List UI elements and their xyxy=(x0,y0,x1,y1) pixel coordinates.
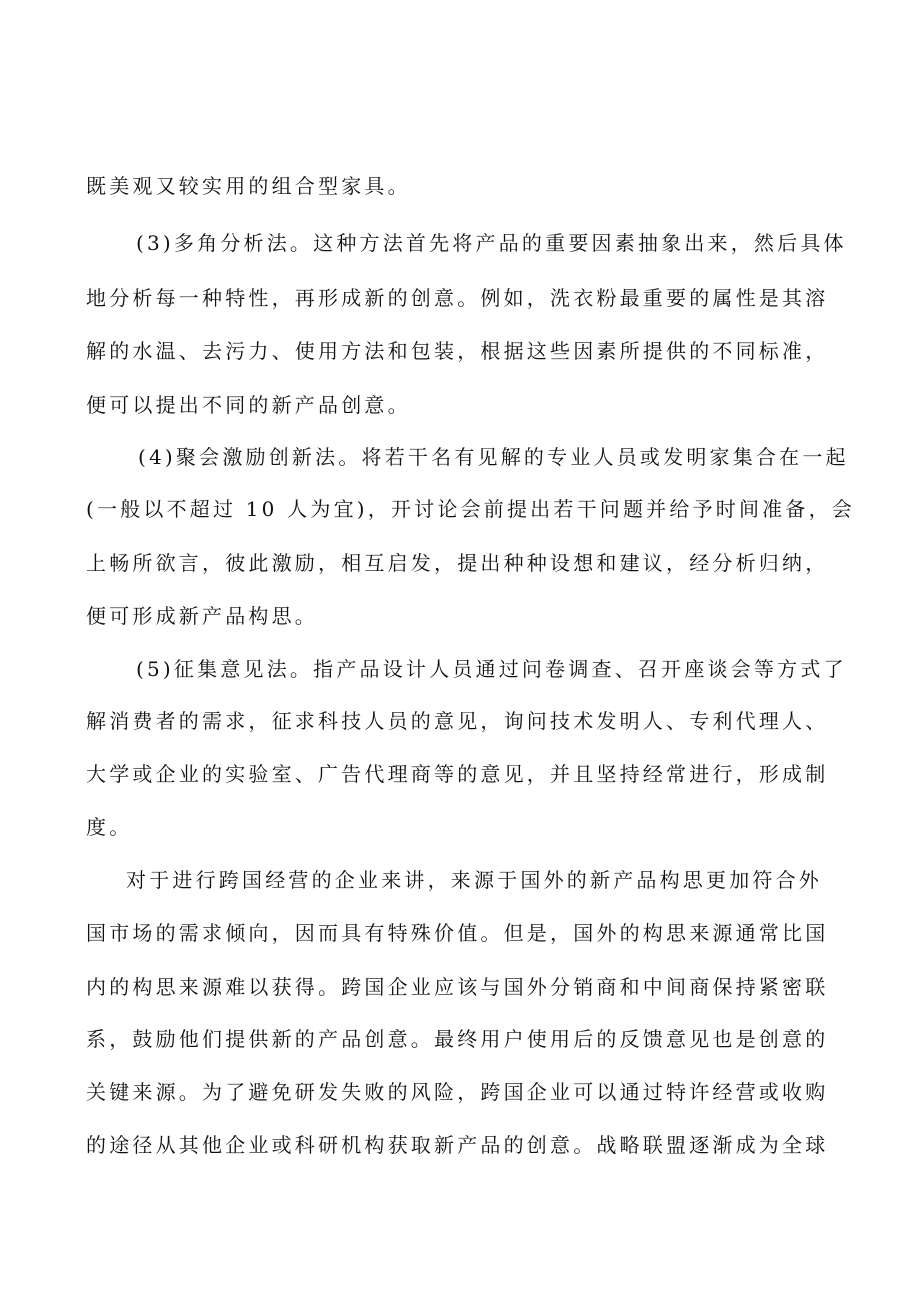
text-line: (一般以不超过 10 人为宜)，开讨论会前提出若干问题并给予时间准备，会 xyxy=(86,497,855,521)
text-line: 关键来源。为了避免研发失败的风险，跨国企业可以通过特许经营或收购 xyxy=(86,1080,829,1104)
text-line: (4)聚会激励创新法。将若干名有见解的专业人员或发明家集合在一起 xyxy=(138,445,849,469)
text-line: (5)征集意见法。指产品设计人员通过问卷调查、召开座谈会等方式了 xyxy=(136,657,847,681)
text-line: 既美观又较实用的组合型家具。 xyxy=(86,174,411,198)
text-line: 解的水温、去污力、使用方法和包装，根据这些因素所提供的不同标准， xyxy=(86,339,829,363)
text-line: 便可形成新产品构思。 xyxy=(86,604,318,628)
text-line: 上畅所欲言，彼此激励，相互启发，提出种种设想和建议，经分析归纳， xyxy=(86,551,829,575)
text-line: 对于进行跨国经营的企业来讲，来源于国外的新产品构思更加符合外 xyxy=(126,868,822,892)
text-line: 便可以提出不同的新产品创意。 xyxy=(86,393,411,417)
text-line: (3)多角分析法。这种方法首先将产品的重要因素抽象出来，然后具体 xyxy=(136,231,847,255)
text-line: 地分析每一种特性，再形成新的创意。例如，洗衣粉最重要的属性是其溶 xyxy=(86,286,829,310)
text-line: 大学或企业的实验室、广告代理商等的意见，并且坚持经常进行，形成制 xyxy=(86,762,829,786)
text-line: 国市场的需求倾向，因而具有特殊价值。但是，国外的构思来源通常比国 xyxy=(86,921,829,945)
text-line: 度。 xyxy=(86,815,133,839)
text-line: 的途径从其他企业或科研机构获取新产品的创意。战略联盟逐渐成为全球 xyxy=(86,1133,829,1157)
text-line: 解消费者的需求，征求科技人员的意见，询问技术发明人、专利代理人、 xyxy=(86,709,829,733)
text-line: 内的构思来源难以获得。跨国企业应该与国外分销商和中间商保持紧密联 xyxy=(86,975,829,999)
text-line: 系，鼓励他们提供新的产品创意。最终用户使用后的反馈意见也是创意的 xyxy=(86,1027,829,1051)
